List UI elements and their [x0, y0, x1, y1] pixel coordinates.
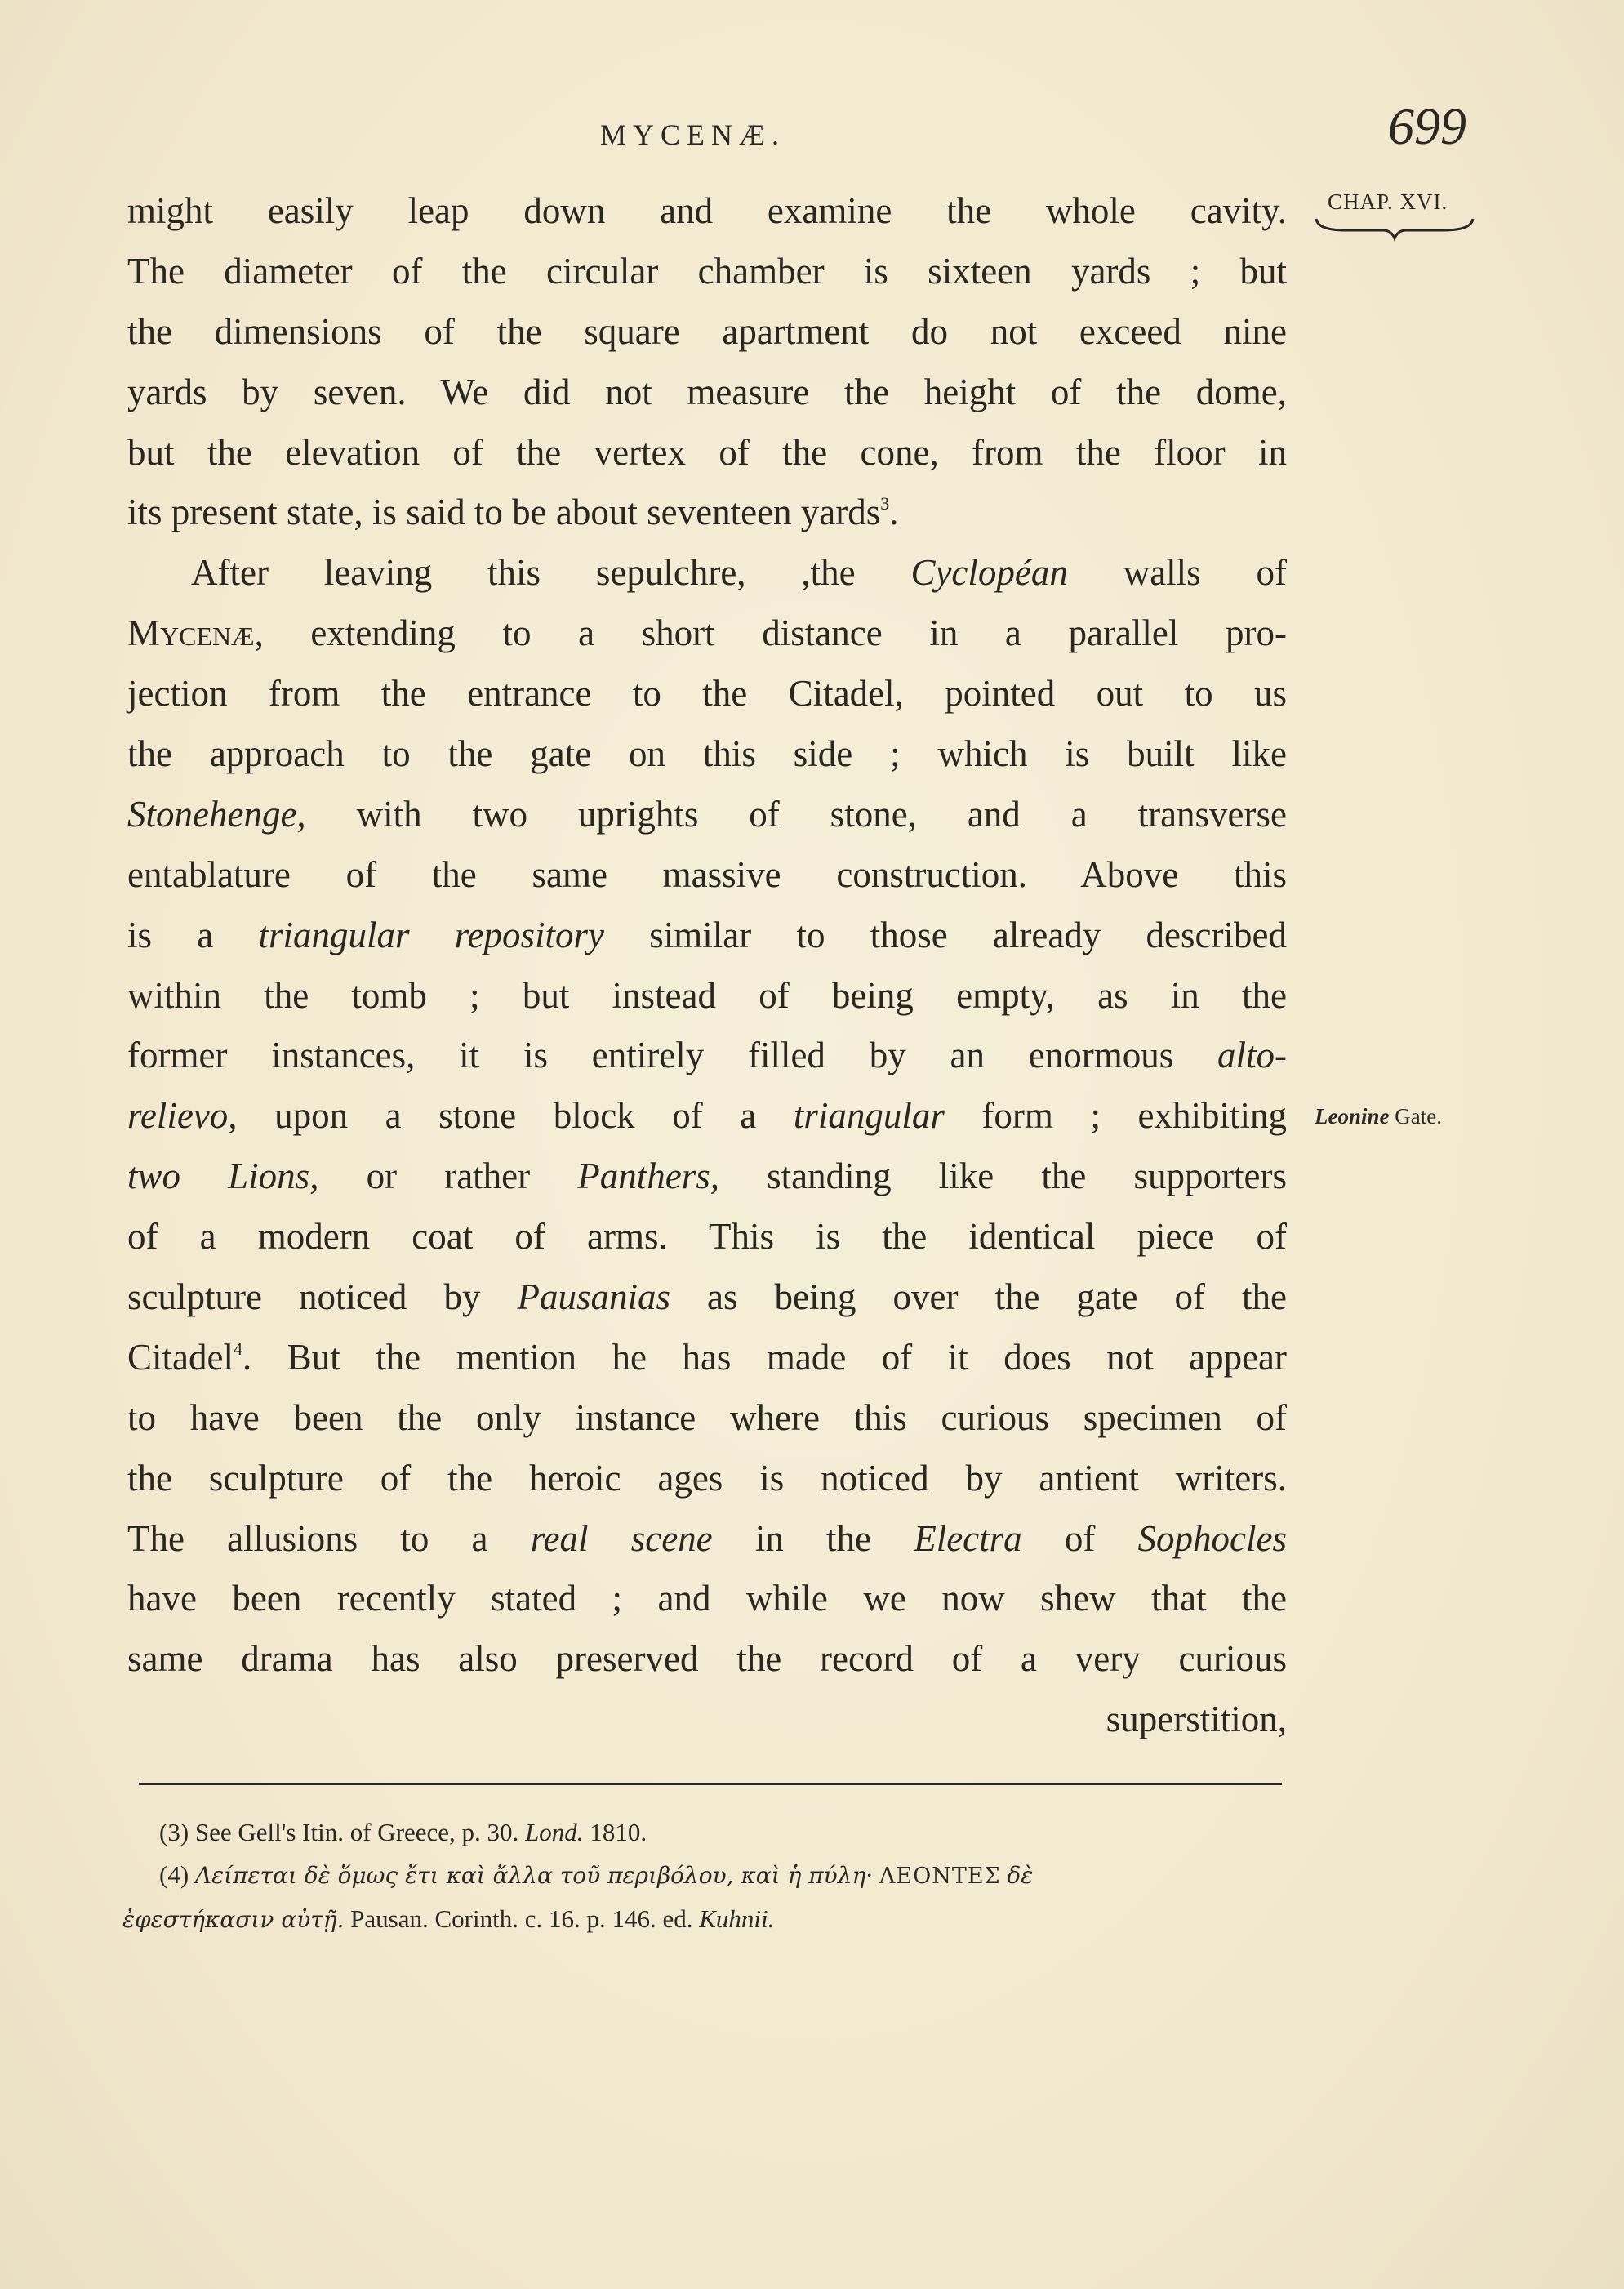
text-line: The allusions to a real scene in the Electra of Sophocles	[127, 1517, 1287, 1559]
text-line: the dimensions of the square apartment do not exceed nine	[127, 310, 1287, 352]
footnote-4: (4) Λείπεται δὲ ὅμως ἔτι καὶ ἄλλα τοῦ περιβόλου, καὶ ἡ πύλη· ΛΕΟΝΤΕΣ δὲ	[159, 1860, 1034, 1889]
footnotes	[122, 1811, 1286, 1941]
chapter-marker	[1313, 189, 1476, 255]
text-line: yards by seven. We did not measure the height of the dome,	[127, 371, 1287, 412]
text-line: entablature of the same massive construction. Above this	[127, 853, 1287, 895]
text-line: two Lions, or rather Panthers, standing like the supporters	[127, 1156, 1288, 1197]
chapter-label: CHAP. XVI.	[1328, 189, 1448, 214]
footnote-ref: 3	[880, 493, 890, 514]
side-note-leonine-gate: Leonine Gate.	[1315, 1104, 1442, 1129]
catchword: superstition,	[1106, 1699, 1287, 1740]
text-line: might easily leap down and examine the whole cavity.	[127, 190, 1287, 231]
running-head	[0, 97, 1624, 162]
text-line: the approach to the gate on this side ; which is built like	[127, 733, 1287, 775]
text-line: Mycenæ, extending to a short distance in a parallel pro-	[127, 612, 1287, 654]
running-title: MYCENÆ.	[600, 118, 786, 151]
text-line: to have been the only instance where this curious specimen of	[127, 1396, 1287, 1438]
footnote-ref: 4	[233, 1338, 242, 1359]
text-line: jection from the entrance to the Citadel, pointed out to us	[127, 673, 1287, 715]
text-line: within the tomb ; but instead of being empty, as in the	[127, 974, 1287, 1016]
text-line: The diameter of the circular chamber is sixteen yards ; but	[127, 250, 1287, 292]
text-line: Stonehenge, with two uprights of stone, and a transverse	[127, 793, 1287, 835]
text-line: Citadel$^4$. But the mention he has made of it does not appear	[127, 1336, 1287, 1378]
text-line: but the elevation of the vertex of the cone, from the floor in	[127, 431, 1287, 473]
text-line: have been recently stated ; and while we now shew that the	[127, 1578, 1287, 1619]
footnote-4-continued: ἐφεστήκασιν αὐτῇ. Pausan. Corinth. c. 16. p. 146. ed. Kuhnii.	[122, 1904, 775, 1933]
text-line: same drama has also preserved the record of a very curious	[127, 1638, 1287, 1680]
text-line: former instances, it is entirely filled by an enormous alto-	[127, 1035, 1287, 1076]
text-line: its present state, is said to be about seventeen yards$^3$.	[127, 492, 899, 533]
footnote-3: (3) See Gell's Itin. of Greece, p. 30. Lond. 1810.	[159, 1818, 647, 1846]
page-number: 699	[1388, 97, 1466, 155]
text-line: is a triangular repository similar to those already described	[127, 914, 1287, 955]
text-line: sculpture noticed by Pausanias as being over the gate of the	[127, 1276, 1287, 1318]
chapter-brace-icon	[1313, 214, 1476, 247]
text-line: the sculpture of the heroic ages is noticed by antient writers.	[127, 1457, 1287, 1499]
body-text	[127, 181, 1287, 1750]
text-line: of a modern coat of arms. This is the identical piece of	[127, 1216, 1287, 1258]
text-line: After leaving this sepulchre, ,the Cyclopéan walls of	[191, 552, 1287, 594]
text-line: relievo, upon a stone block of a triangular form ; exhibiting	[127, 1095, 1287, 1137]
footnote-rule	[139, 1783, 1282, 1785]
